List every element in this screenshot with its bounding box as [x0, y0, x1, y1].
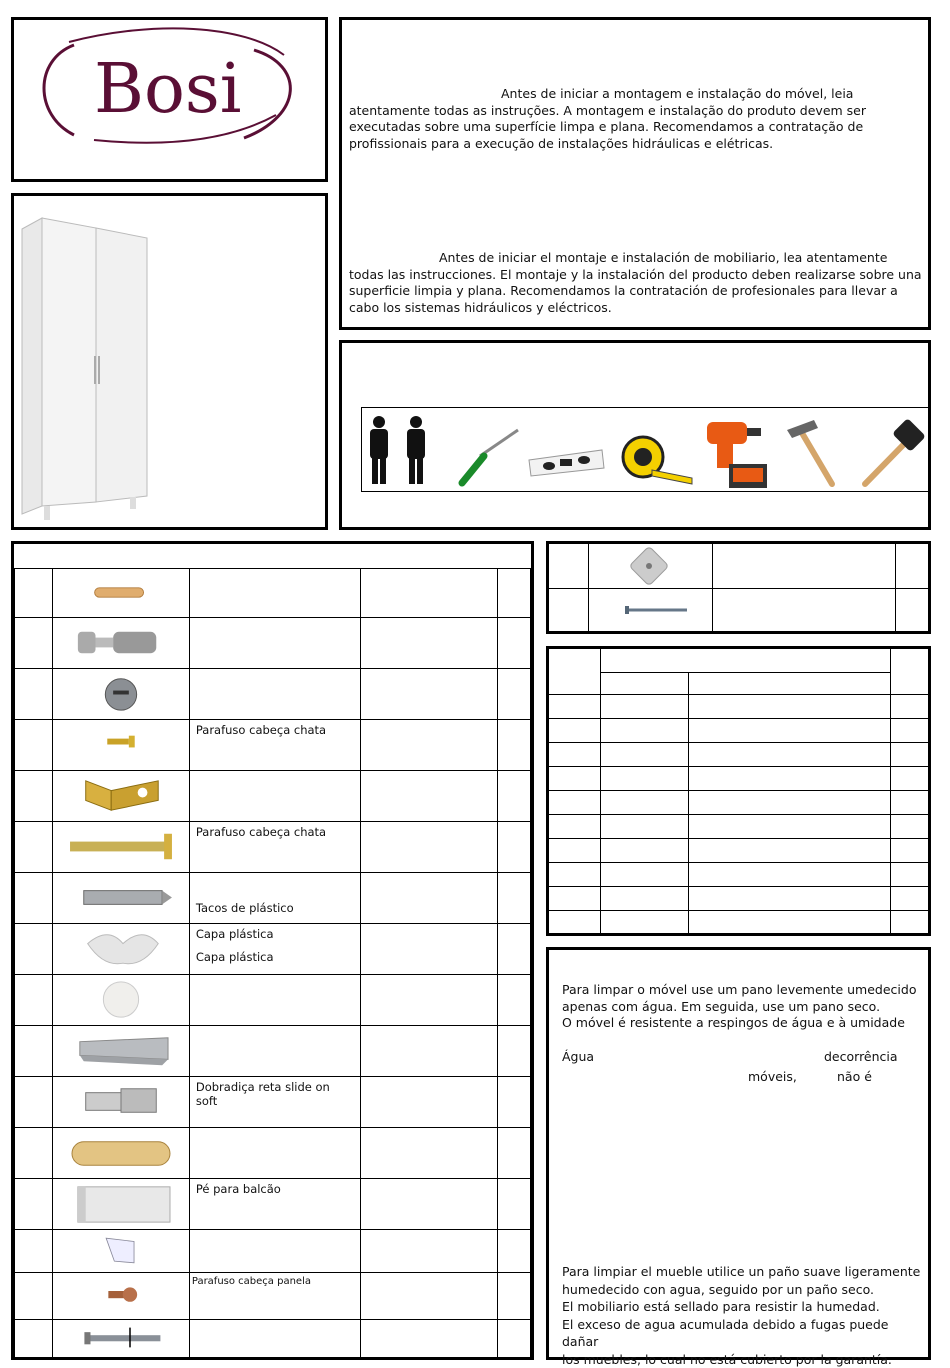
table-row: [549, 863, 931, 887]
washer-cell: [588, 544, 712, 589]
table-row: [549, 815, 931, 839]
table-row: [15, 822, 531, 873]
table-row: [15, 1179, 531, 1230]
care-es-line1: Para limpiar el mueble utilice un paño suave ligeramente: [562, 1263, 924, 1281]
table-row: [549, 743, 931, 767]
table-row: [15, 873, 531, 924]
table-row: [549, 719, 931, 743]
cam-lock-icon: [53, 669, 188, 718]
table-row: [15, 569, 531, 618]
part-label: Dobradiça reta slide on soft: [190, 1077, 360, 1111]
part-label: Pé para balcão: [190, 1179, 360, 1199]
round-cap-icon: [53, 975, 188, 1024]
plastic-cap-icon: [53, 924, 188, 973]
care-es-line5: los muebles, lo cual no está cubierto por la garantía.: [562, 1351, 924, 1368]
table-row: [15, 924, 531, 975]
extra-parts-panel: [546, 541, 931, 634]
care-pt-line3: O móvel é resistente a respingos de água e à umidade: [562, 1015, 922, 1032]
table-row: [15, 1026, 531, 1077]
table-row: [549, 887, 931, 911]
drill-icon: [707, 422, 767, 488]
part-label: Tacos de plástico: [190, 873, 360, 918]
bosi-logo: [14, 20, 325, 179]
table-row: [549, 839, 931, 863]
connector-bolt-icon: [53, 1320, 188, 1358]
table-row: [15, 1320, 531, 1360]
pan-head-screw-icon: [53, 1273, 188, 1318]
measure-table: [548, 648, 931, 935]
care-es-line3: El mobiliario está sellado para resistir la humedad.: [562, 1298, 924, 1316]
table-row: [15, 618, 531, 669]
wardrobe-image: [14, 196, 325, 527]
part-label: Capa plástica: [190, 924, 360, 944]
nail-icon: [589, 589, 711, 632]
table-row: [549, 911, 931, 935]
care-es-line4: El exceso de agua acumulada debido a fugas puede dañar: [562, 1316, 924, 1351]
tape-measure-icon: [623, 437, 692, 484]
part-label-secondary: Capa plástica: [190, 944, 360, 967]
table-row: [15, 1128, 531, 1179]
handle-profile-icon: [53, 1026, 188, 1075]
table-row: [549, 695, 931, 719]
care-word-moveis: móveis,: [748, 1069, 797, 1086]
table-row: [15, 771, 531, 822]
hinge-icon: [53, 1077, 188, 1126]
table-row: [15, 669, 531, 720]
hammer-icon: [787, 420, 832, 484]
small-screw-icon: [53, 720, 188, 769]
table-row: [549, 767, 931, 791]
part-label: Parafuso cabeça chata: [190, 822, 360, 842]
plastic-anchor-icon: [53, 873, 188, 922]
care-es-line2: humedecido con agua, seguido por un paño seco.: [562, 1281, 924, 1299]
parts-table: [14, 568, 531, 1360]
intro-text-es: Antes de iniciar el montaje e instalación de mobiliario, lea atentamente todas las instrucciones. El montaje y la instalación del producto deben realizarse sobre una superficie limpia y plana. Recomendamos la contratación de profesionales para llevar a cabo los sistemas hidráulicos y eléctricos.: [349, 250, 924, 316]
table-row: [15, 975, 531, 1026]
parts-panel: [11, 541, 534, 1360]
care-pt-line1: Para limpar o móvel use um pano levemente umedecido: [562, 982, 922, 999]
table-row: [15, 1273, 531, 1320]
two-people-icon: [370, 416, 425, 484]
part-label: Parafuso cabeça panela: [190, 1273, 360, 1290]
logo-text: Bosi: [94, 50, 242, 129]
care-word-decorrencia: decorrência: [824, 1049, 898, 1066]
clip-icon: [53, 1230, 188, 1271]
wood-dowel-icon: [53, 569, 188, 616]
level-icon: [529, 450, 604, 476]
nail-cell: [588, 589, 712, 634]
cabinet-foot-icon: [53, 1179, 188, 1228]
extra-parts-table: [548, 543, 931, 634]
intro-panel: [339, 17, 931, 330]
table-row: [15, 720, 531, 771]
minifix-bolt-icon: [53, 618, 188, 667]
tools-panel: [339, 340, 931, 530]
corner-bracket-icon: [53, 771, 188, 820]
mallet-icon: [865, 418, 926, 484]
table-row: [15, 1230, 531, 1273]
care-panel: [546, 947, 931, 1360]
care-word-naoe: não é: [837, 1069, 872, 1086]
intro-text-pt: Antes de iniciar a montagem e instalação do móvel, leia atentamente todas as instruções. A montagem e instalação do produto devem ser executadas sobre uma superfície limpa e plana. Recomendamos a contratação de profissionais para a execução de instalações hidráulicas e elétricas.: [349, 86, 924, 152]
care-word-agua: Água: [562, 1049, 594, 1066]
logo-panel: [11, 17, 328, 182]
long-screw-icon: [53, 822, 188, 871]
screwdriver-icon: [462, 430, 518, 483]
tools-strip: [361, 407, 930, 492]
measure-panel: [546, 646, 931, 936]
washer-icon: [589, 544, 711, 587]
large-dowel-icon: [53, 1128, 188, 1177]
table-row: [549, 791, 931, 815]
table-row: [15, 1077, 531, 1128]
part-label: Parafuso cabeça chata: [190, 720, 360, 740]
product-panel: [11, 193, 328, 530]
care-pt-line2: apenas com água. Em seguida, use um pano seco.: [562, 999, 922, 1016]
